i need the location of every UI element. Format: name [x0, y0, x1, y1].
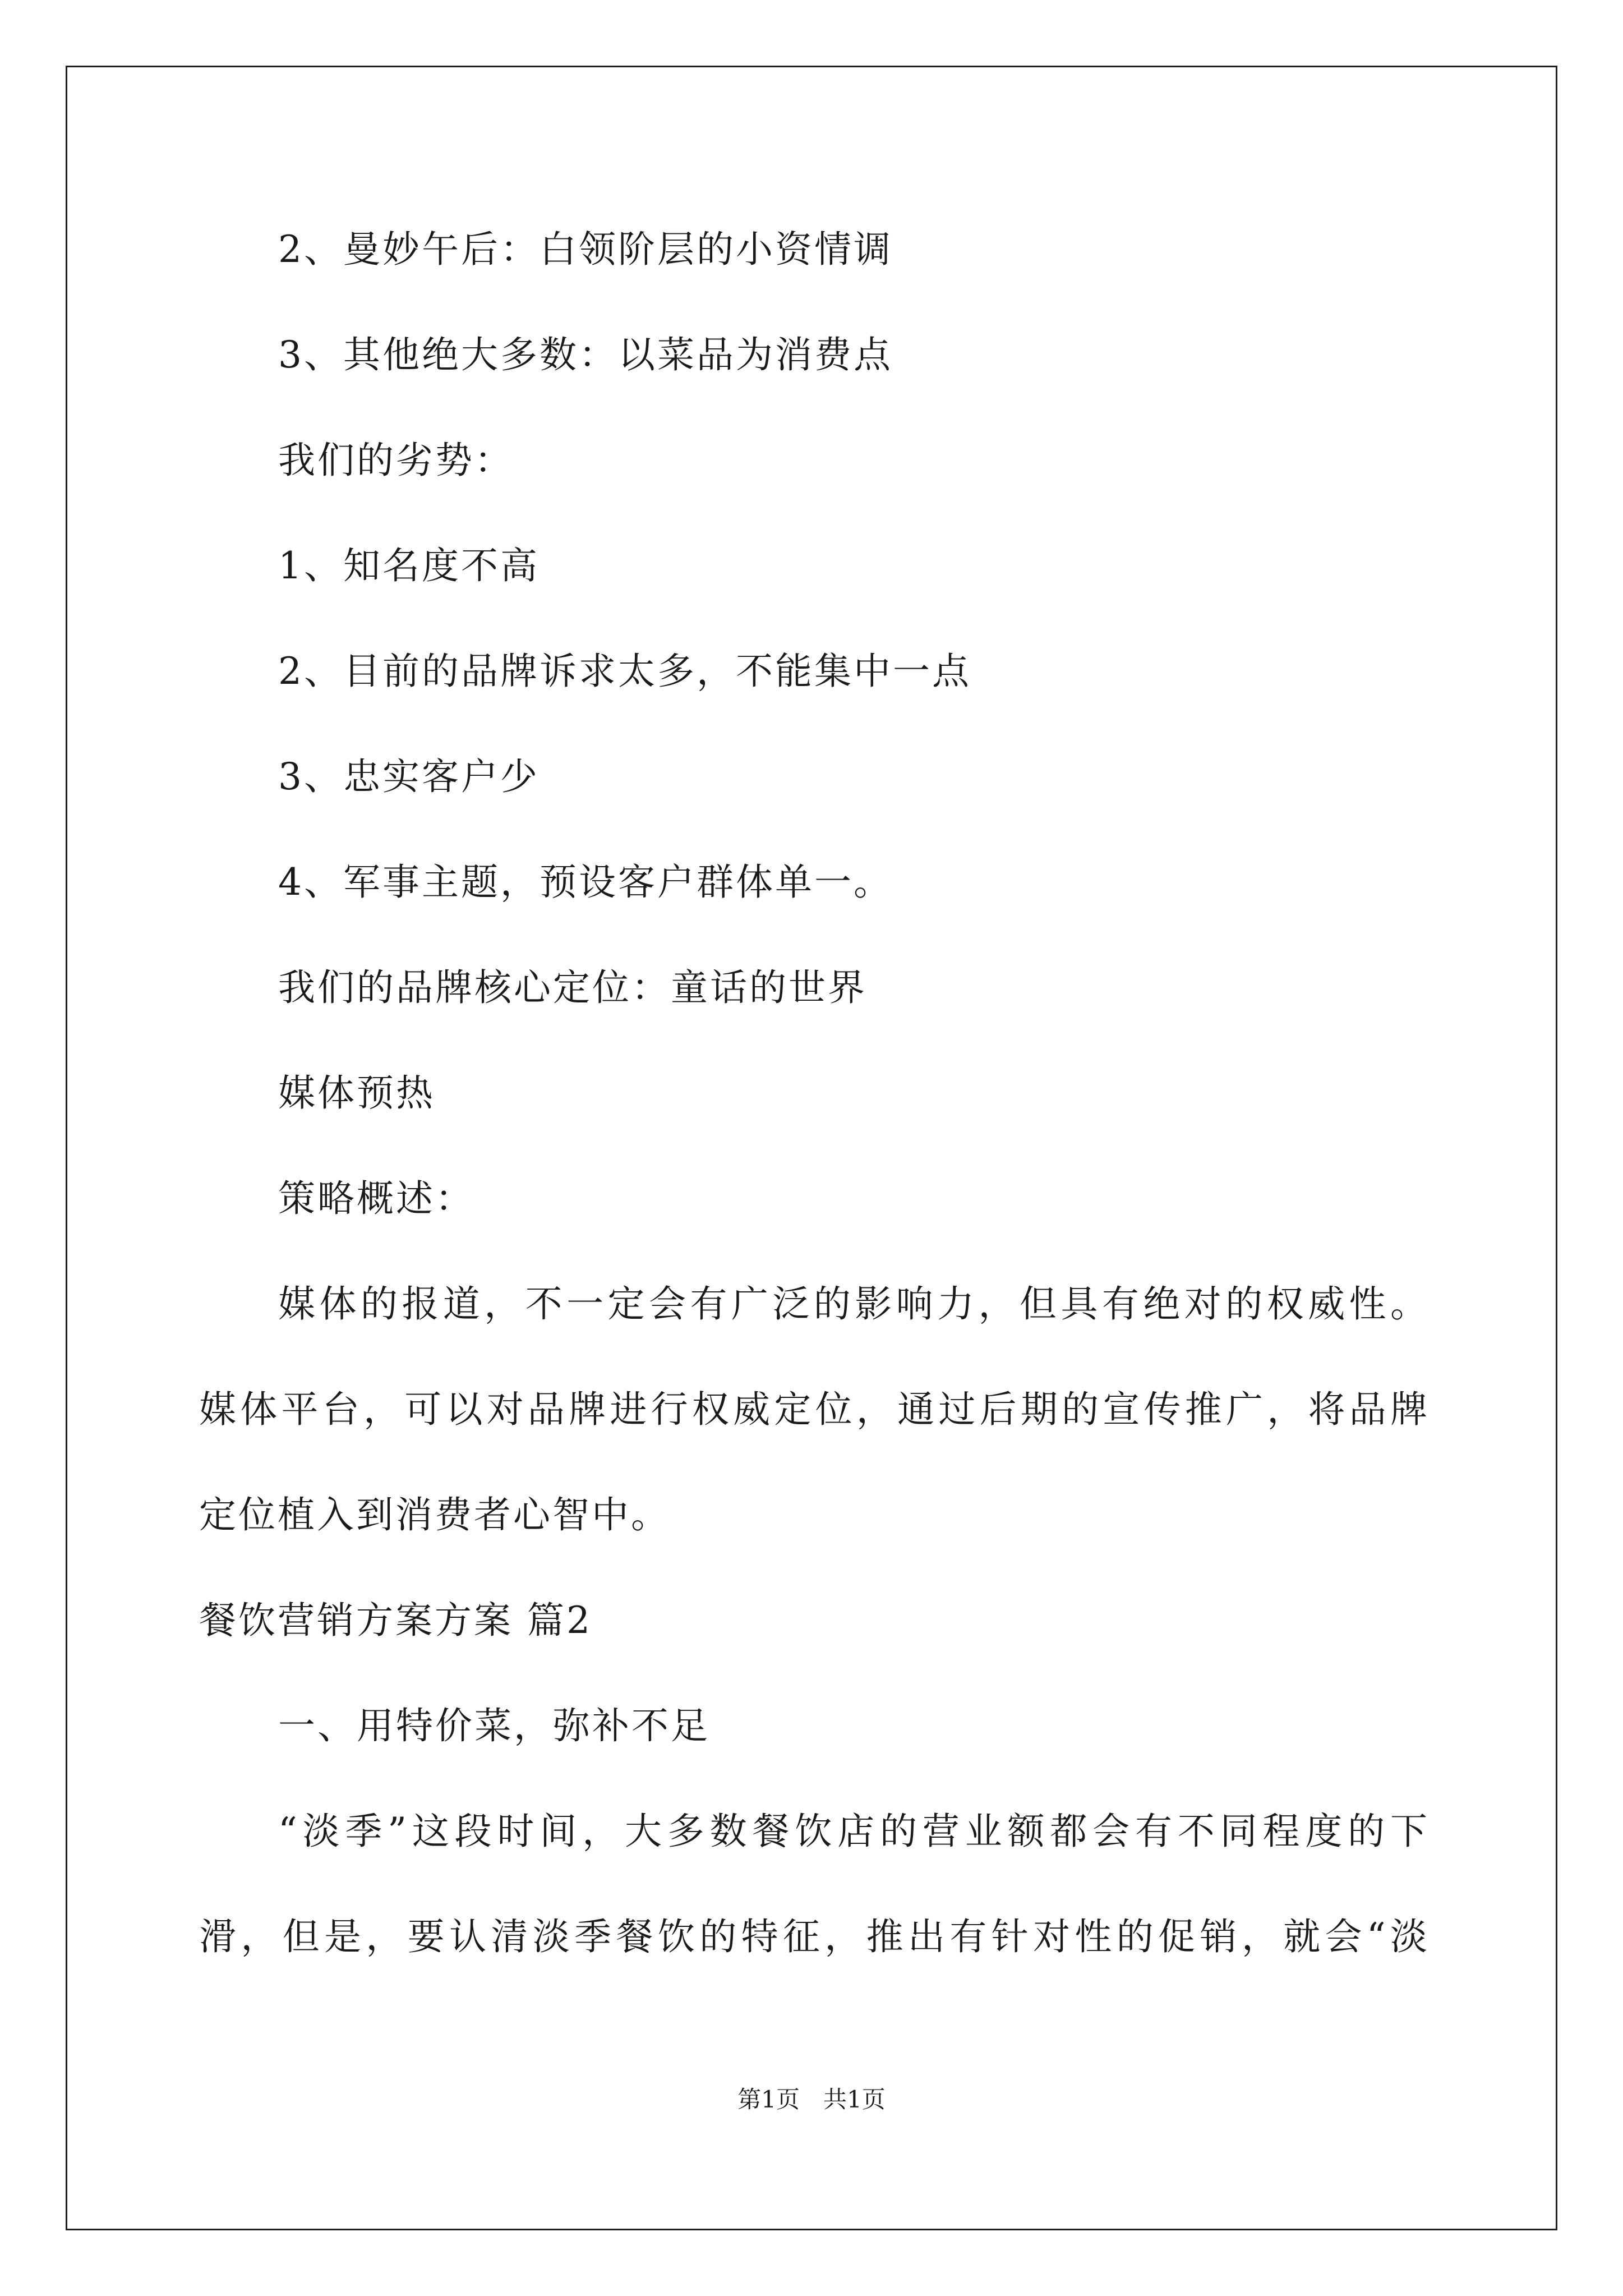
list-item-white-collar: 2、曼妙午后：白领阶层的小资情调: [278, 228, 893, 271]
brand-positioning: 我们的品牌核心定位：童话的世界: [278, 966, 867, 1009]
paragraph-line: 定位植入到消费者心智中。: [199, 1493, 670, 1536]
paragraph-line: 媒体平台，可以对品牌进行权威定位，通过后期的宣传推广，将品牌: [199, 1388, 1427, 1431]
paragraph-line: 滑，但是，要认清淡季餐饮的特征，推出有针对性的促销，就会“淡: [199, 1915, 1427, 1958]
strategy-heading: 策略概述：: [278, 1177, 474, 1220]
weakness-item-4: 4、军事主题，预设客户群体单一。: [278, 861, 893, 904]
section-heading-media: 媒体预热: [278, 1071, 435, 1115]
subheading-specials: 一、用特价菜，弥补不足: [278, 1704, 710, 1747]
list-item-dishes: 3、其他绝大多数：以菜品为消费点: [278, 333, 893, 376]
weakness-item-2: 2、目前的品牌诉求太多，不能集中一点: [278, 650, 971, 693]
paragraph-line: “淡季”这段时间，大多数餐饮店的营业额都会有不同程度的下: [278, 1810, 1427, 1853]
section-title-part-2: 餐饮营销方案方案 篇2: [199, 1599, 592, 1642]
weakness-item-1: 1、知名度不高: [278, 544, 540, 587]
paragraph-line: 媒体的报道，不一定会有广泛的影响力，但具有绝对的权威性。: [278, 1282, 1427, 1326]
weakness-item-3: 3、忠实客户少: [278, 755, 540, 798]
weakness-heading: 我们的劣势：: [278, 439, 514, 482]
page-border: [66, 66, 1557, 2230]
page-footer: 第1页 共1页: [737, 2086, 886, 2113]
